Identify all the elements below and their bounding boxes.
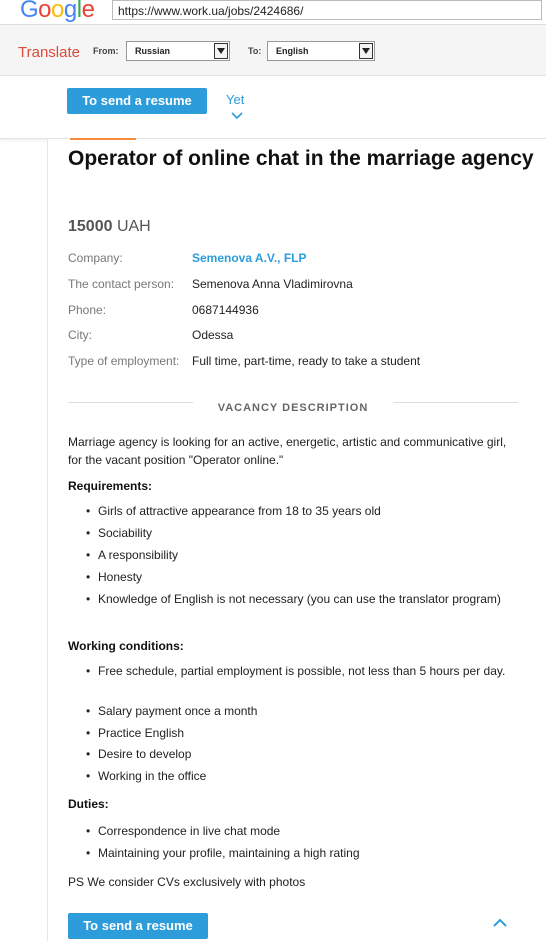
send-resume-button[interactable]: To send a resume xyxy=(67,88,207,114)
job-title: Operator of online chat in the marriage agency xyxy=(68,147,534,170)
info-label: The contact person: xyxy=(68,277,175,291)
salary xyxy=(68,218,151,236)
to-language-select[interactable] xyxy=(267,41,375,61)
info-value: Full time, part-time, ready to take a student xyxy=(192,354,421,368)
from-language-value: Russian xyxy=(135,46,171,56)
to-language-value: English xyxy=(276,46,309,56)
from-language-select[interactable] xyxy=(126,41,230,61)
to-label: To: xyxy=(248,46,262,56)
info-label: Company: xyxy=(68,251,123,265)
duties-heading: Duties: xyxy=(68,797,109,811)
browser-top-bar xyxy=(0,0,546,25)
info-label: City: xyxy=(68,328,92,342)
info-label: Phone: xyxy=(68,303,107,317)
bottom-send-resume-button[interactable]: To send a resume xyxy=(68,913,208,939)
chevron-down-icon xyxy=(214,43,228,59)
url-field[interactable]: https://www.work.ua/jobs/2424686/ xyxy=(112,0,542,20)
info-value: Semenova Anna Vladimirovna xyxy=(192,277,353,291)
translate-title: Translate xyxy=(18,44,80,61)
google-logo[interactable]: Google xyxy=(20,0,95,23)
info-value: Odessa xyxy=(192,328,234,342)
chevron-down-icon xyxy=(359,43,373,59)
translate-bar xyxy=(0,25,546,76)
company-link[interactable]: Semenova A.V., FLP xyxy=(192,251,307,265)
working-conditions-heading: Working conditions: xyxy=(68,639,184,653)
salary-currency: UAH xyxy=(116,218,151,235)
ps-note: PS We consider CVs exclusively with photos xyxy=(68,875,306,889)
phone-value[interactable]: 0687144936 xyxy=(192,303,259,317)
chevron-up-icon[interactable] xyxy=(492,918,508,928)
chevron-down-icon[interactable] xyxy=(231,112,243,120)
card-accent-marker xyxy=(70,138,136,140)
vacancy-description-heading: VACANCY DESCRIPTION xyxy=(217,402,369,414)
info-label: Type of employment: xyxy=(68,354,180,368)
salary-amount: 15000 xyxy=(68,218,113,235)
from-label: From: xyxy=(93,46,119,56)
yet-link[interactable]: Yet xyxy=(226,92,245,107)
requirements-heading: Requirements: xyxy=(68,479,153,493)
sticky-action-bar xyxy=(0,76,546,139)
intro-text: Marriage agency is looking for an active, energetic, artistic and communicative girl, for the vacant position "Operator online." xyxy=(68,435,507,467)
